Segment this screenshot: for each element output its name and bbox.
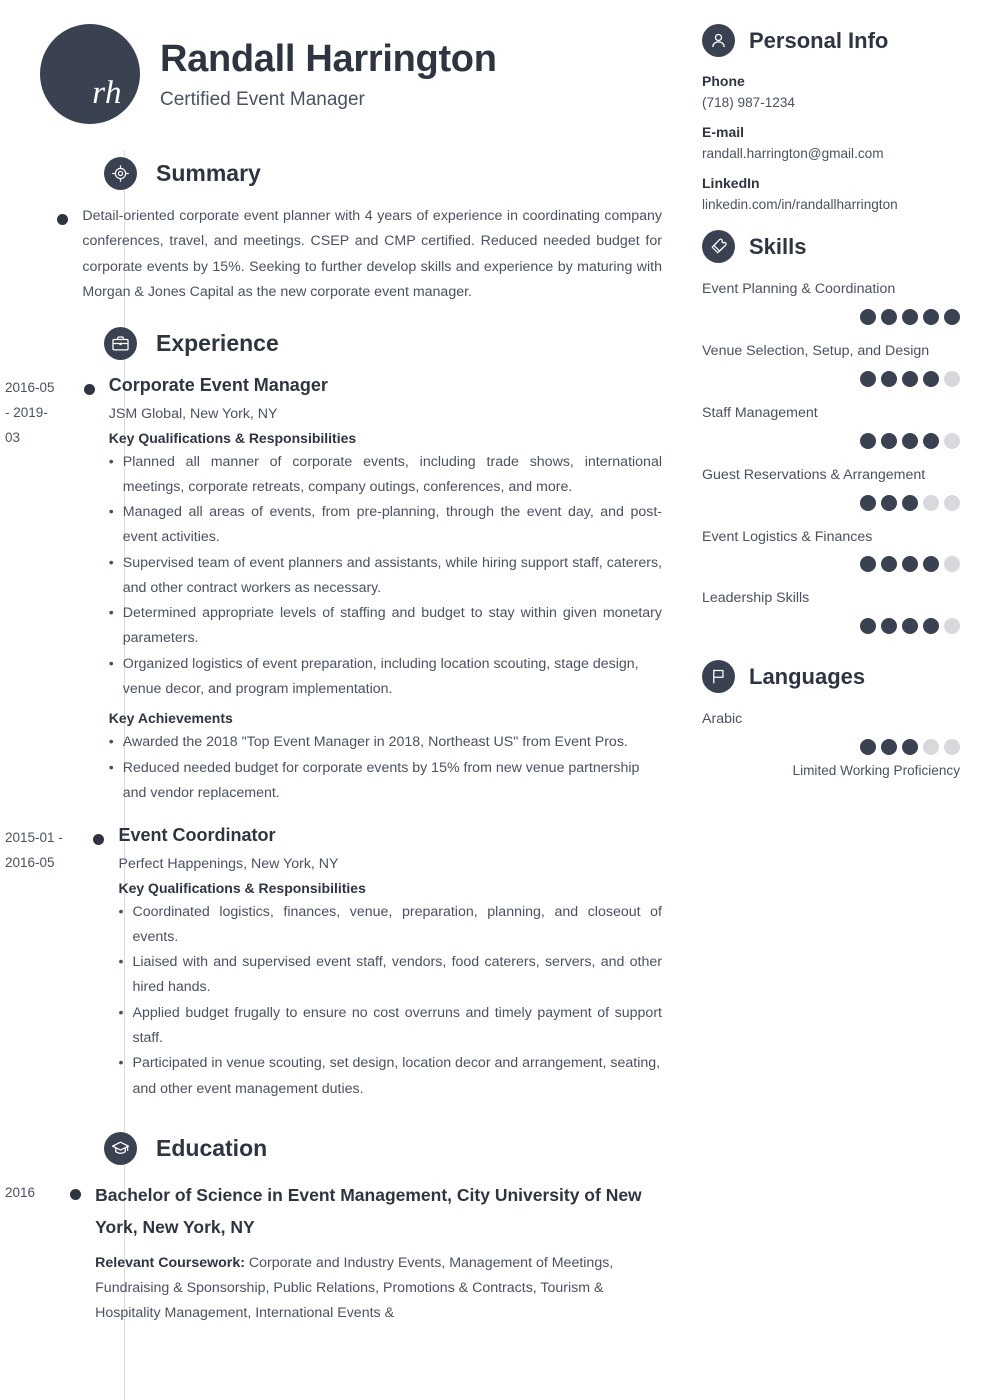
experience-job-title: Corporate Event Manager: [108, 375, 328, 396]
person-icon: [702, 24, 735, 57]
skill-rating: [702, 556, 960, 572]
list-item: • Participated in venue scouting, set design, location decor and arrangement, seating, and other event management duties.: [118, 1051, 662, 1102]
language-name: Arabic: [702, 711, 743, 728]
skill-rating: [702, 309, 960, 325]
monogram-initials: rh: [92, 75, 122, 111]
skill-rating: [702, 433, 960, 449]
skill-name: Leadership Skills: [702, 590, 810, 607]
rating-dot: [881, 309, 897, 325]
rating-dot: [902, 618, 918, 634]
experience-dot-cell: [78, 824, 118, 1102]
flag-icon: [702, 660, 735, 693]
rating-dot: [860, 618, 876, 634]
rating-dot: [881, 433, 897, 449]
rating-dot: [944, 309, 960, 325]
rating-dot: [902, 309, 918, 325]
sidebar-section-skills: [702, 230, 960, 634]
experience-company: JSM Global, New York, NY: [108, 405, 278, 422]
rating-dot: [860, 495, 876, 511]
experience-company: Perfect Happenings, New York, NY: [118, 855, 339, 872]
skill-row: [702, 404, 960, 449]
experience-achievements-label: Key Achievements: [108, 710, 233, 727]
language-row: [702, 710, 960, 778]
skill-name: Event Planning & Coordination: [702, 281, 896, 297]
section-title-summary: Summary: [156, 160, 261, 186]
job-title: Certified Event Manager: [160, 88, 365, 110]
sidebar-header-personal-info: [702, 24, 960, 57]
info-value-phone[interactable]: (718) 987-1234: [702, 95, 795, 110]
avatar-monogram: [40, 24, 140, 124]
rating-dot: [881, 495, 897, 511]
skill-row: [702, 280, 960, 325]
rating-dot: [923, 309, 939, 325]
target-icon: [104, 157, 137, 190]
page-title: Randall Harrington: [160, 38, 497, 80]
experience-body: [109, 374, 690, 806]
skill-name: Event Logistics & Finances: [702, 528, 873, 545]
experience-date: 2016-05 - 2019-03: [5, 380, 55, 446]
skill-row: [702, 589, 960, 634]
rating-dot: [860, 739, 876, 755]
rating-dot: [902, 433, 918, 449]
experience-achievements-list: [109, 730, 662, 806]
list-item: • Applied budget frugally to ensure no cost overruns and timely payment of support staff.: [118, 1001, 662, 1052]
list-item: • Planned all manner of corporate events, including trade shows, international meetings, corporate retreats, company outings, conferences, and more.: [109, 450, 662, 501]
rating-dot: [944, 556, 960, 572]
education-date: 2016: [5, 1184, 36, 1200]
experience-body: [118, 824, 690, 1102]
experience-job-title: Event Coordinator: [118, 825, 276, 846]
experience-qualifications-list: [118, 900, 662, 1102]
skill-name: Guest Reservations & Arrangement: [702, 466, 926, 483]
graduation-cap-icon: [104, 1132, 137, 1165]
rating-dot: [902, 739, 918, 755]
sidebar-header-languages: [702, 660, 960, 693]
skill-row: [702, 466, 960, 511]
info-label-email: E-mail: [702, 124, 745, 140]
list-item: • Supervised team of event planners and assistants, while hiring support staff, caterers, and other contract workers as necessary.: [109, 551, 662, 602]
rating-dot: [944, 371, 960, 387]
header-text-block: [160, 24, 497, 111]
education-degree: Bachelor of Science in Event Management, City University of New York, New York, NY: [95, 1184, 642, 1238]
rating-dot: [944, 433, 960, 449]
timeline-dot: [70, 1189, 81, 1200]
skill-name: Staff Management: [702, 404, 818, 421]
rating-dot: [881, 556, 897, 572]
skill-rating: [702, 495, 960, 511]
list-item: • Awarded the 2018 "Top Event Manager in 2018, Northeast US" from Event Pros.: [109, 730, 662, 755]
rating-dot: [944, 739, 960, 755]
list-item: • Coordinated logistics, finances, venue, preparation, planning, and closeout of events.: [118, 900, 662, 951]
education-body: [95, 1179, 690, 1327]
sidebar-title-personal-info: Personal Info: [749, 27, 889, 53]
skill-row: [702, 528, 960, 573]
info-label-phone: Phone: [702, 73, 745, 89]
rating-dot: [923, 371, 939, 387]
sidebar-section-personal-info: [702, 24, 960, 212]
experience-qualifications-list: [109, 450, 662, 703]
section-header-experience: [104, 327, 690, 360]
skill-row: [702, 342, 960, 387]
experience-entry: [0, 824, 690, 1102]
sidebar-section-languages: [702, 660, 960, 778]
education-coursework: [95, 1251, 662, 1327]
education-entry: [0, 1179, 690, 1327]
language-rating: [702, 739, 960, 755]
skill-rating: [702, 618, 960, 634]
rating-dot: [860, 433, 876, 449]
education-dot-cell: [55, 1179, 95, 1327]
rating-dot: [881, 371, 897, 387]
rating-dot: [923, 433, 939, 449]
info-field: [702, 175, 960, 212]
info-field: [702, 73, 960, 110]
list-item: • Reduced needed budget for corporate events by 15% from new venue partnership and vendor replacement.: [109, 756, 662, 807]
summary-body: [82, 204, 690, 305]
rating-dot: [860, 556, 876, 572]
language-proficiency-caption: Limited Working Proficiency: [792, 763, 960, 779]
education-coursework-label: Relevant Coursework:: [95, 1254, 245, 1271]
rating-dot: [923, 556, 939, 572]
rating-dot: [860, 309, 876, 325]
info-value-email[interactable]: randall.harrington@gmail.com: [702, 146, 884, 161]
sidebar-title-skills: Skills: [749, 233, 807, 259]
rating-dot: [923, 618, 939, 634]
info-value-linkedin[interactable]: linkedin.com/in/randallharrington: [702, 197, 898, 212]
sidebar: [690, 0, 990, 1400]
timeline-dot: [84, 384, 95, 395]
experience-date: 2015-01 - 2016-05: [5, 830, 63, 871]
experience-qualifications-label: Key Qualifications & Responsibilities: [118, 879, 366, 896]
experience-dot-cell: [69, 374, 109, 806]
list-item: • Determined appropriate levels of staffing and budget to stay within given monetary parameters.: [109, 601, 662, 652]
rating-dot: [881, 739, 897, 755]
rating-dot: [902, 495, 918, 511]
skill-name: Venue Selection, Setup, and Design: [702, 342, 930, 359]
rating-dot: [923, 495, 939, 511]
info-field: [702, 124, 960, 161]
sidebar-title-languages: Languages: [749, 663, 866, 689]
timeline-dot: [57, 214, 68, 225]
section-title-experience: Experience: [156, 330, 279, 357]
experience-entry: [0, 374, 690, 806]
skill-rating: [702, 371, 960, 387]
section-summary: [0, 157, 690, 305]
section-education: [0, 1132, 690, 1327]
resume-header: [0, 0, 690, 135]
list-item: • Liaised with and supervised event staff, vendors, food caterers, servers, and other hired hands.: [118, 950, 662, 1001]
rating-dot: [944, 495, 960, 511]
briefcase-icon: [104, 327, 137, 360]
sidebar-header-skills: [702, 230, 960, 263]
rating-dot: [881, 618, 897, 634]
list-item: • Organized logistics of event preparation, including location scouting, stage design, venue decor, and program implementation.: [109, 652, 662, 703]
rating-dot: [860, 371, 876, 387]
summary-text: Detail-oriented corporate event planner with 4 years of experience in coordinating company conferences, travel, and meetings. CSEP and CMP certified. Reduced needed budget for corporate events by 15%. Seeking to further develop skills and experience by maturing with Morgan & Jones Capital as the new corporate event manager.: [82, 208, 662, 300]
list-item: • Managed all areas of events, from pre-planning, through the event day, and post-event activities.: [109, 500, 662, 551]
summary-entry: [0, 204, 690, 305]
rating-dot: [944, 618, 960, 634]
section-title-education: Education: [156, 1134, 268, 1161]
education-coursework-text: Corporate and Industry Events, Management of Meetings, Fundraising & Sponsorship, Public Relations, Promotions & Contracts, Tourism & Hospitality Management, International Events &: [95, 1254, 614, 1322]
summary-dot-cell: [42, 204, 82, 305]
info-label-linkedin: LinkedIn: [702, 175, 760, 191]
rating-dot: [902, 371, 918, 387]
puzzle-icon: [702, 230, 735, 263]
section-header-education: [104, 1132, 690, 1165]
section-header-summary: [104, 157, 690, 190]
summary-date-spacer: [0, 204, 42, 305]
rating-dot: [923, 739, 939, 755]
rating-dot: [902, 556, 918, 572]
experience-qualifications-label: Key Qualifications & Responsibilities: [108, 429, 357, 446]
section-experience: [0, 327, 690, 1102]
timeline-dot: [93, 834, 104, 845]
